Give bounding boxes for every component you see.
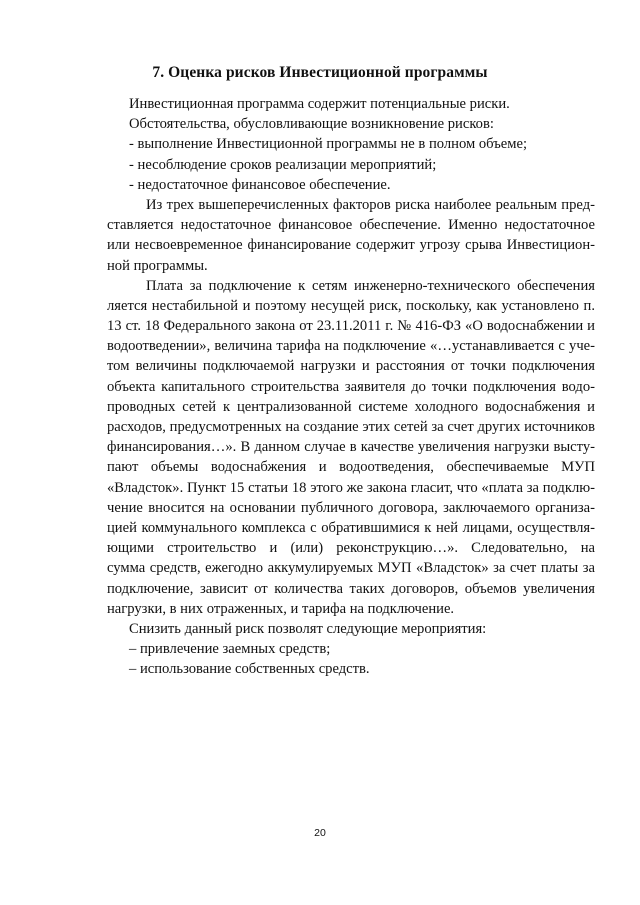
text-line: ной программы. — [107, 257, 208, 274]
body-text — [107, 94, 595, 679]
text-line: ставляется недостаточное финансовое обеспечение. Именно недостаточное — [107, 217, 595, 234]
text-line: водоотведении», величина тарифа на подключение «…устанавливается с уче- — [107, 338, 595, 355]
page-number: 20 — [314, 827, 326, 839]
text-line: Из трех вышеперечисленных факторов риска наиболее реальным пред- — [146, 196, 595, 213]
text-line: нагрузки, в них отраженных, и тарифа на подключение. — [107, 600, 455, 617]
section-heading: 7. Оценка рисков Инвестиционной программы — [152, 64, 488, 81]
text-line: ляется нестабильной и поэтому несущей риск, поскольку, как установлено п. — [107, 297, 595, 314]
text-line: цией коммунального комплекса с обратившимися к ней лицами, осуществля- — [107, 519, 595, 536]
text-line: 13 ст. 18 Федерального закона от 23.11.2011 г. № 416-ФЗ «О водоснабжении и — [107, 318, 595, 335]
text-line: финансирования…». В данном случае в качестве увеличения нагрузки высту- — [107, 439, 595, 456]
text-line: объекта капитального строительства заявителя до точки подключения водо- — [107, 378, 595, 395]
text-line: - выполнение Инвестиционной программы не в полном объеме; — [129, 136, 528, 153]
text-line: «Владсток». Пункт 15 статьи 18 этого же закона гласит, что «плата за подклю- — [107, 479, 595, 496]
text-line: Плата за подключение к сетям инженерно-технического обеспечения — [146, 277, 595, 294]
text-line: – привлечение заемных средств; — [129, 641, 331, 658]
text-line: - недостаточное финансовое обеспечение. — [129, 176, 391, 193]
text-line: проводных сетей к централизованной системе холодного водоснабжения и — [107, 398, 595, 415]
text-line: том величины подключаемой нагрузки и расстояния от точки подключения — [107, 358, 595, 375]
text-line: Обстоятельства, обусловливающие возникновение рисков: — [129, 116, 494, 133]
text-line: – использование собственных средств. — [129, 661, 370, 678]
text-line: подключение, зависит от количества таких договоров, объемов увеличения — [107, 580, 595, 597]
text-line: пают объемы водоснабжения и водоотведения, обеспечиваемые МУП — [107, 459, 595, 476]
text-line: расходов, предусмотренных на создание этих сетей за счет других источников — [107, 419, 595, 435]
text-line: или несвоевременное финансирование содержит угрозу срыва Инвестицион- — [107, 237, 595, 254]
text-line: ющими строительство и (или) реконструкцию…». Следовательно, на — [107, 540, 595, 557]
text-line: Снизить данный риск позволят следующие мероприятия: — [129, 620, 487, 637]
text-line: чение вносится на основании публичного договора, заключаемого организа- — [107, 499, 595, 516]
text-line: Инвестиционная программа содержит потенциальные риски. — [129, 96, 510, 112]
text-line: сумма средств, ежегодно аккумулируемых МУП «Владсток» за счет платы за — [107, 560, 595, 577]
text-line: - несоблюдение сроков реализации мероприятий; — [129, 156, 437, 173]
